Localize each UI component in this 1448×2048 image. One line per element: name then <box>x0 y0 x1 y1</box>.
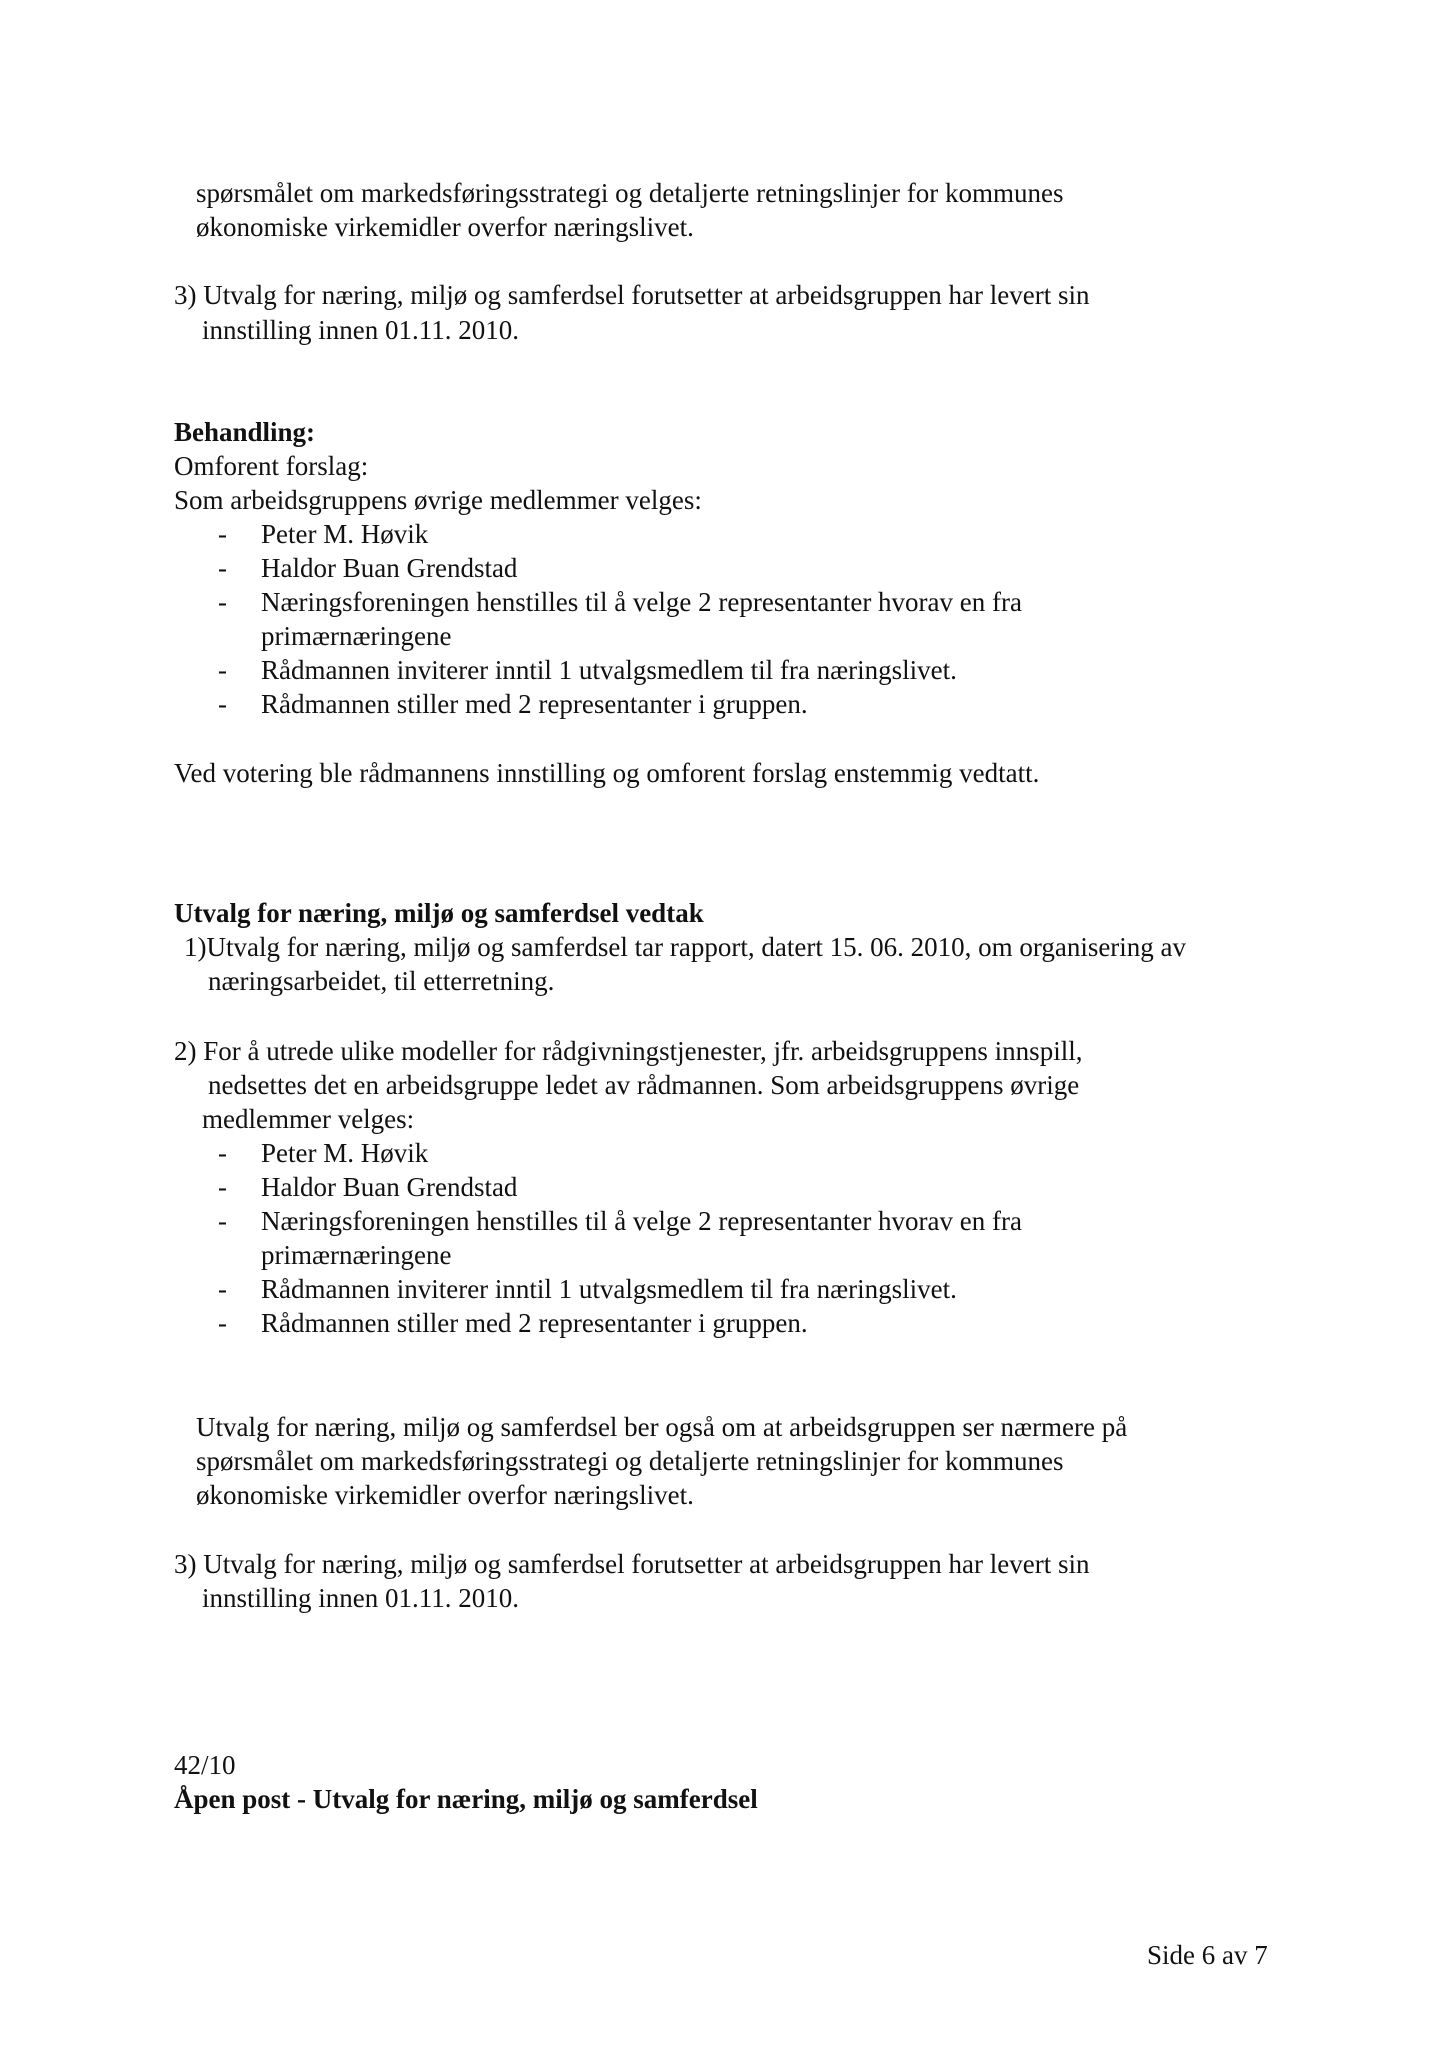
behandling-heading: Behandling: <box>174 417 316 447</box>
vedtak-item2-line-2: nedsettes det en arbeidsgruppe ledet av rådmannen. Som arbeidsgruppens øvrige <box>208 1070 1080 1100</box>
list-item-continuation: primærnæringene <box>261 621 452 651</box>
top-item3-line-1: 3) Utvalg for næring, miljø og samferdsel forutsetter at arbeidsgruppen har levert sin <box>174 280 1090 310</box>
list-item: Næringsforeningen henstilles til å velge 2 representanter hvorav en fra <box>261 587 1022 617</box>
vote-text: Ved votering ble rådmannens innstilling og omforent forslag enstemmig vedtatt. <box>174 758 1040 788</box>
list-dash: - <box>218 519 227 549</box>
list-dash: - <box>218 1274 227 1304</box>
vedtak-item3-line-2: innstilling innen 01.11. 2010. <box>202 1583 519 1613</box>
list-dash: - <box>218 553 227 583</box>
list-item: Rådmannen inviterer inntil 1 utvalgsmedlem til fra næringslivet. <box>261 1274 957 1304</box>
vedtak-item2-line-1: 2) For å utrede ulike modeller for rådgivningstjenester, jfr. arbeidsgruppens innspill, <box>174 1036 1083 1066</box>
vedtak-para-line-2: spørsmålet om markedsføringsstrategi og detaljerte retningslinjer for kommunes <box>196 1446 1064 1476</box>
list-item: Haldor Buan Grendstad <box>261 1172 518 1202</box>
vedtak-item3-line-1: 3) Utvalg for næring, miljø og samferdsel forutsetter at arbeidsgruppen har levert sin <box>174 1549 1090 1579</box>
list-item: Rådmannen inviterer inntil 1 utvalgsmedlem til fra næringslivet. <box>261 655 957 685</box>
vedtak-para-line-1: Utvalg for næring, miljø og samferdsel ber også om at arbeidsgruppen ser nærmere på <box>196 1412 1128 1442</box>
case-title: Åpen post - Utvalg for næring, miljø og samferdsel <box>174 1784 758 1814</box>
list-dash: - <box>218 1172 227 1202</box>
vedtak-heading: Utvalg for næring, miljø og samferdsel vedtak <box>174 898 704 928</box>
list-item: Haldor Buan Grendstad <box>261 553 518 583</box>
behandling-line-1: Omforent forslag: <box>174 451 369 481</box>
top-line-2: økonomiske virkemidler overfor næringslivet. <box>196 212 694 242</box>
behandling-line-2: Som arbeidsgruppens øvrige medlemmer velges: <box>174 485 702 515</box>
case-number: 42/10 <box>174 1750 236 1780</box>
list-dash: - <box>218 1308 227 1338</box>
list-dash: - <box>218 655 227 685</box>
list-dash: - <box>218 689 227 719</box>
vedtak-item2-line-3: medlemmer velges: <box>202 1104 415 1134</box>
list-dash: - <box>218 587 227 617</box>
vedtak-item1-line-2: næringsarbeidet, til etterretning. <box>208 966 555 996</box>
list-dash: - <box>218 1138 227 1168</box>
list-item: Peter M. Høvik <box>261 1138 429 1168</box>
top-item3-line-2: innstilling innen 01.11. 2010. <box>202 315 519 345</box>
list-dash: - <box>218 1206 227 1236</box>
list-item: Næringsforeningen henstilles til å velge 2 representanter hvorav en fra <box>261 1206 1022 1236</box>
list-item-continuation: primærnæringene <box>261 1240 452 1270</box>
page-number: Side 6 av 7 <box>1147 1940 1268 1970</box>
list-item: Rådmannen stiller med 2 representanter i gruppen. <box>261 689 808 719</box>
vedtak-para-line-3: økonomiske virkemidler overfor næringslivet. <box>196 1480 694 1510</box>
list-item: Peter M. Høvik <box>261 519 429 549</box>
top-line-1: spørsmålet om markedsføringsstrategi og detaljerte retningslinjer for kommunes <box>196 178 1064 208</box>
list-item: Rådmannen stiller med 2 representanter i gruppen. <box>261 1308 808 1338</box>
vedtak-item1-line-1: 1)Utvalg for næring, miljø og samferdsel tar rapport, datert 15. 06. 2010, om organisering av <box>184 932 1187 962</box>
